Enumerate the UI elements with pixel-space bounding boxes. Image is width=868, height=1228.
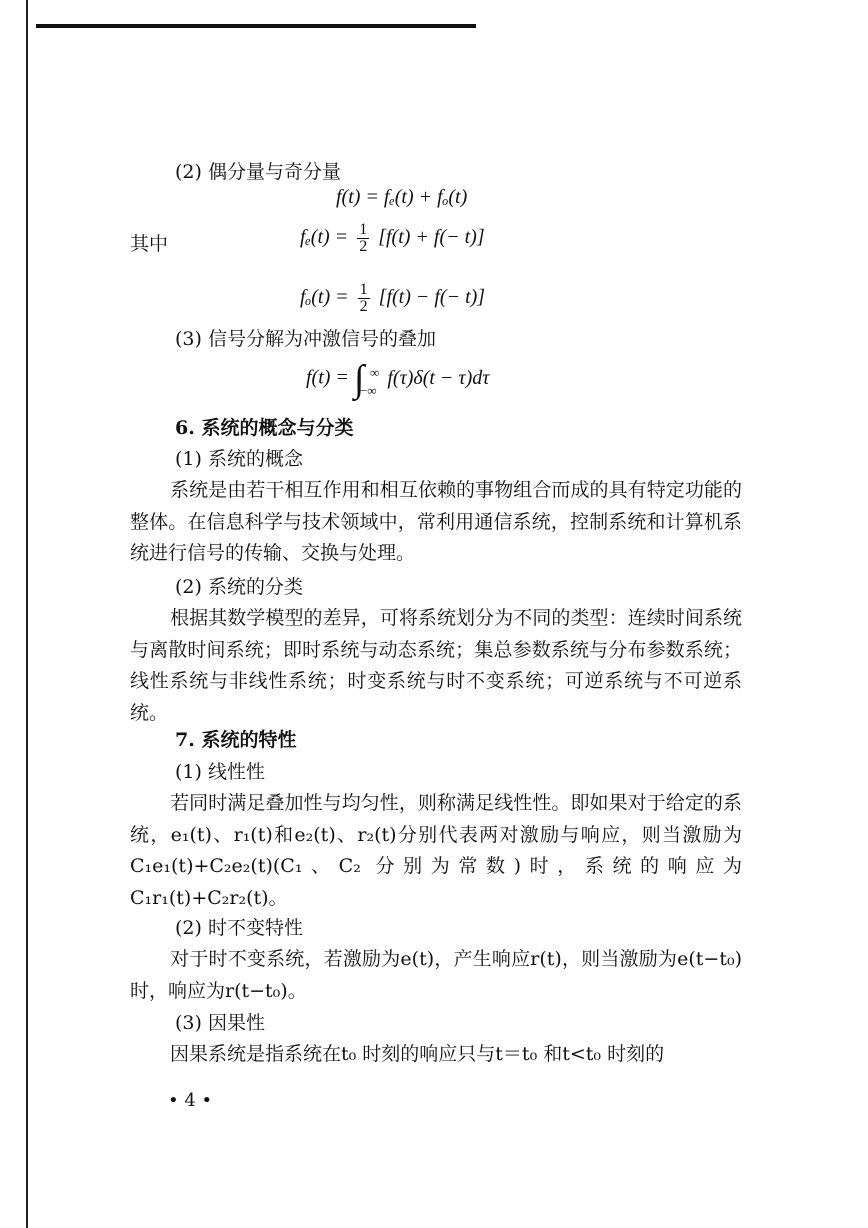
equation-impulse-integral xyxy=(306,360,489,398)
integral-sign: ∫ ∞ −∞ xyxy=(354,360,364,398)
heading-linearity: (1) 线性性 xyxy=(175,761,265,783)
equation-decomposition: f(t) = fₑ(t) + fₒ(t) xyxy=(336,186,468,208)
heading-even-odd: (2) 偶分量与奇分量 xyxy=(175,161,341,183)
paragraph-causality xyxy=(130,1039,742,1071)
header-rule xyxy=(36,24,476,28)
paragraph-causality-text: 因果系统是指系统在t₀ 时刻的响应只与t＝t₀ 和t<t₀ 时刻的 xyxy=(170,1043,665,1065)
even-rhs: [f(t) + f(− t)] xyxy=(378,226,485,249)
heading-section-6: 6. 系统的概念与分类 xyxy=(175,417,354,439)
even-fraction xyxy=(357,222,369,255)
paragraph-system-concept-text: 系统是由若干相互作用和相互依赖的事物组合而成的具有特定功能的整体。在信息科学与技术领域中，常利用通信系统，控制系统和计算机系统进行信号的传输、交换与处理。 xyxy=(130,479,742,564)
impulse-lhs: f(t) = xyxy=(306,366,349,389)
paragraph-system-concept xyxy=(130,475,742,570)
heading-causality: (3) 因果性 xyxy=(175,1012,265,1034)
heading-section-7: 7. 系统的特性 xyxy=(175,729,297,751)
paragraph-time-invariance-text: 对于时不变系统，若激励为e(t)，产生响应r(t)，则当激励为e(t−t₀)时，响应为r(t−t₀)。 xyxy=(130,948,742,1002)
even-frac-num: 1 xyxy=(359,221,368,238)
odd-frac-den: 2 xyxy=(359,298,368,315)
paragraph-linearity-text: 若同时满足叠加性与均匀性，则称满足线性性。即如果对于给定的系统，e₁(t)、r₁(t)和e₂(t)、r₂(t)分别代表两对激励与响应，则当激励为C₁e₁(t)+C₂e₂(t)(C₁、C₂ 分别为常数)时，系统的响应为C₁r₁(t)+C₂r₂(t)。 xyxy=(130,792,742,909)
even-lhs: fₑ(t) = xyxy=(300,226,349,249)
heading-impulse-decomp: (3) 信号分解为冲激信号的叠加 xyxy=(175,328,436,350)
page-number: • 4 • xyxy=(168,1090,213,1111)
equation-odd-part xyxy=(300,282,485,315)
odd-rhs: [f(t) − f(− t)] xyxy=(378,286,486,309)
even-frac-den: 2 xyxy=(359,238,368,255)
heading-time-invariance: (2) 时不变特性 xyxy=(175,917,303,939)
paragraph-linearity xyxy=(130,788,742,914)
paragraph-system-class xyxy=(130,603,742,729)
impulse-rhs: f(τ)δ(t − τ)dτ xyxy=(387,366,490,389)
paragraph-system-class-text: 根据其数学模型的差异，可将系统划分为不同的类型：连续时间系统与离散时间系统；即时系统与动态系统；集总参数系统与分布参数系统；线性系统与非线性系统；时变系统与时不变系统；可逆系统与不可逆系统。 xyxy=(130,607,742,724)
page-left-border xyxy=(26,0,28,1228)
integral-upper-limit: ∞ xyxy=(369,365,380,380)
label-qizhong: 其中 xyxy=(130,233,169,255)
odd-frac-num: 1 xyxy=(359,281,368,298)
odd-fraction xyxy=(358,282,370,315)
paragraph-time-invariance xyxy=(130,944,742,1007)
heading-system-class: (2) 系统的分类 xyxy=(175,576,303,598)
equation-even-part xyxy=(300,222,485,255)
integral-lower-limit: −∞ xyxy=(359,383,377,398)
heading-system-concept: (1) 系统的概念 xyxy=(175,448,303,470)
odd-lhs: fₒ(t) = xyxy=(300,286,349,309)
